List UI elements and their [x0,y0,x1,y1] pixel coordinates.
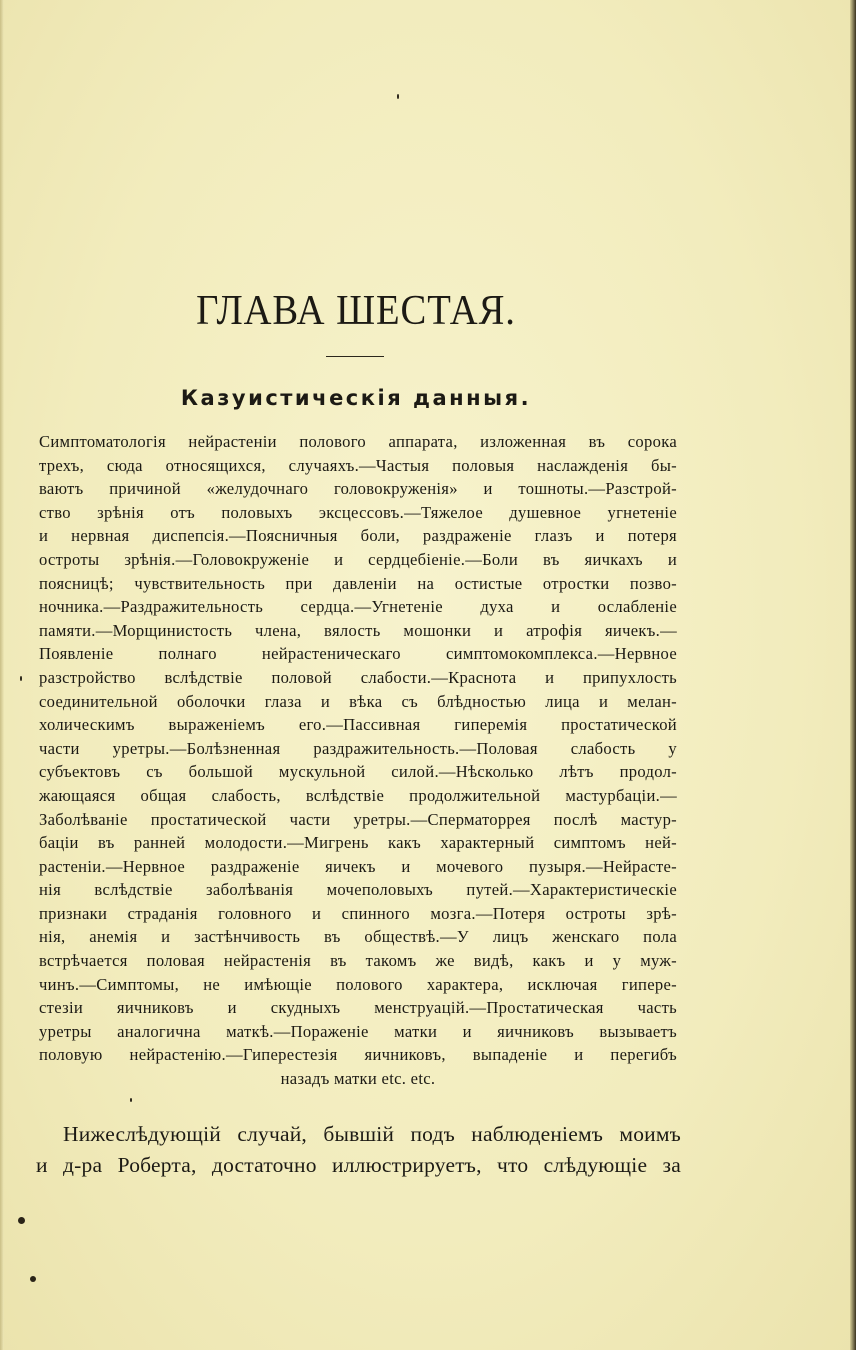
summary-line: Появленіе полнаго нейрастеническаго симптомокомплекса.—Нервное [39,644,677,664]
summary-line: памяти.—Морщинистость члена, вялость мошонки и атрофія яичекъ.— [39,620,677,640]
summary-line: ночника.—Раздражительность сердца.—Угнетеніе духа и ослабленіе [39,597,677,617]
page-right-edge [850,0,856,1350]
summary-line: Симптоматологія нейрастеніи полового аппарата, изложенная въ сорока [39,432,677,451]
chapter-title: ГЛАВА ШЕСТАЯ. [196,288,516,334]
summary-line: остроты зрѣнія.—Головокруженіе и сердцебіеніе.—Боли въ яичкахъ и [39,549,677,569]
body-paragraph [36,1119,681,1181]
page-left-edge [0,0,4,1350]
summary-line: встрѣчается половая нейрастенія въ такомъ же видѣ, какъ и у муж- [39,951,677,971]
summary-line: ство зрѣнія отъ половыхъ эксцессовъ.—Тяжелое душевное угнетеніе [39,502,677,522]
summary-line: назадъ матки etc. etc. [280,1069,436,1089]
summary-line: уретры аналогична маткѣ.—Пораженіе матки и яичниковъ вызываетъ [39,1021,677,1041]
ink-speck [20,676,22,681]
summary-line: поясницѣ; чувствительность при давленіи на остистые отростки позво- [39,573,677,593]
summary-line: нія, анемія и застѣнчивость въ обществѣ.—У лицъ женскаго пола [39,927,677,947]
summary-line: и нервная диспепсія.—Поясничныя боли, раздраженіе глазъ и потеря [39,526,677,546]
ink-speck [397,94,399,99]
body-line: и д-ра Роберта, достаточно иллюстрируетъ, что слѣдующіе за [36,1153,681,1177]
summary-line: ваютъ причиной «желудочнаго головокруженія» и тошноты.—Разстрой- [39,479,677,499]
summary-line: признаки страданія головного и спинного мозга.—Потеря остроты зрѣ- [39,903,677,923]
summary-line: Заболѣваніе простатической части уретры.—Сперматоррея послѣ мастур- [39,809,677,829]
summary-line: разстройство вслѣдствіе половой слабости.—Краснота и припухлость [39,667,677,687]
ink-speck [18,1217,25,1224]
summary-line: жающаяся общая слабость, вслѣдствіе продолжительной мастурбаціи.— [39,785,677,805]
chapter-subtitle: Казуистическія данныя. [180,386,532,410]
ink-speck [130,1098,132,1102]
body-line: Нижеслѣдующій случай, бывшій подъ наблюденіемъ моимъ [63,1122,681,1146]
summary-line: субъектовъ съ большой мускульной силой.—Нѣсколько лѣтъ продол- [39,762,677,782]
summary-line: холическимъ выраженіемъ его.—Пассивная гиперемія простатической [39,715,677,735]
summary-line: половую нейрастенію.—Гиперестезія яичниковъ, выпаденіе и перегибъ [39,1045,677,1065]
summary-line: чинъ.—Симптомы, не имѣющіе полового характера, исключая гипере- [39,974,677,994]
summary-line: растеніи.—Нервное раздраженіе яичекъ и мочевого пузыря.—Нейрасте- [39,856,677,876]
summary-line: соединительной оболочки глаза и вѣка съ блѣдностью лица и мелан- [39,691,677,711]
summary-line: стезіи яичниковъ и скудныхъ менструацій.—Простатическая часть [39,998,677,1018]
chapter-summary [39,430,677,1091]
title-divider [326,356,384,357]
summary-line: нія вслѣдствіе заболѣванія мочеполовыхъ путей.—Характеристическіе [39,880,677,900]
summary-line: трехъ, сюда относящихся, случаяхъ.—Частыя половыя наслажденія бы- [39,455,677,475]
summary-line: баціи въ ранней молодости.—Мигрень какъ характерный симптомъ ней- [39,833,677,853]
ink-speck [30,1276,36,1282]
summary-line: части уретры.—Болѣзненная раздражительность.—Половая слабость у [39,738,677,758]
